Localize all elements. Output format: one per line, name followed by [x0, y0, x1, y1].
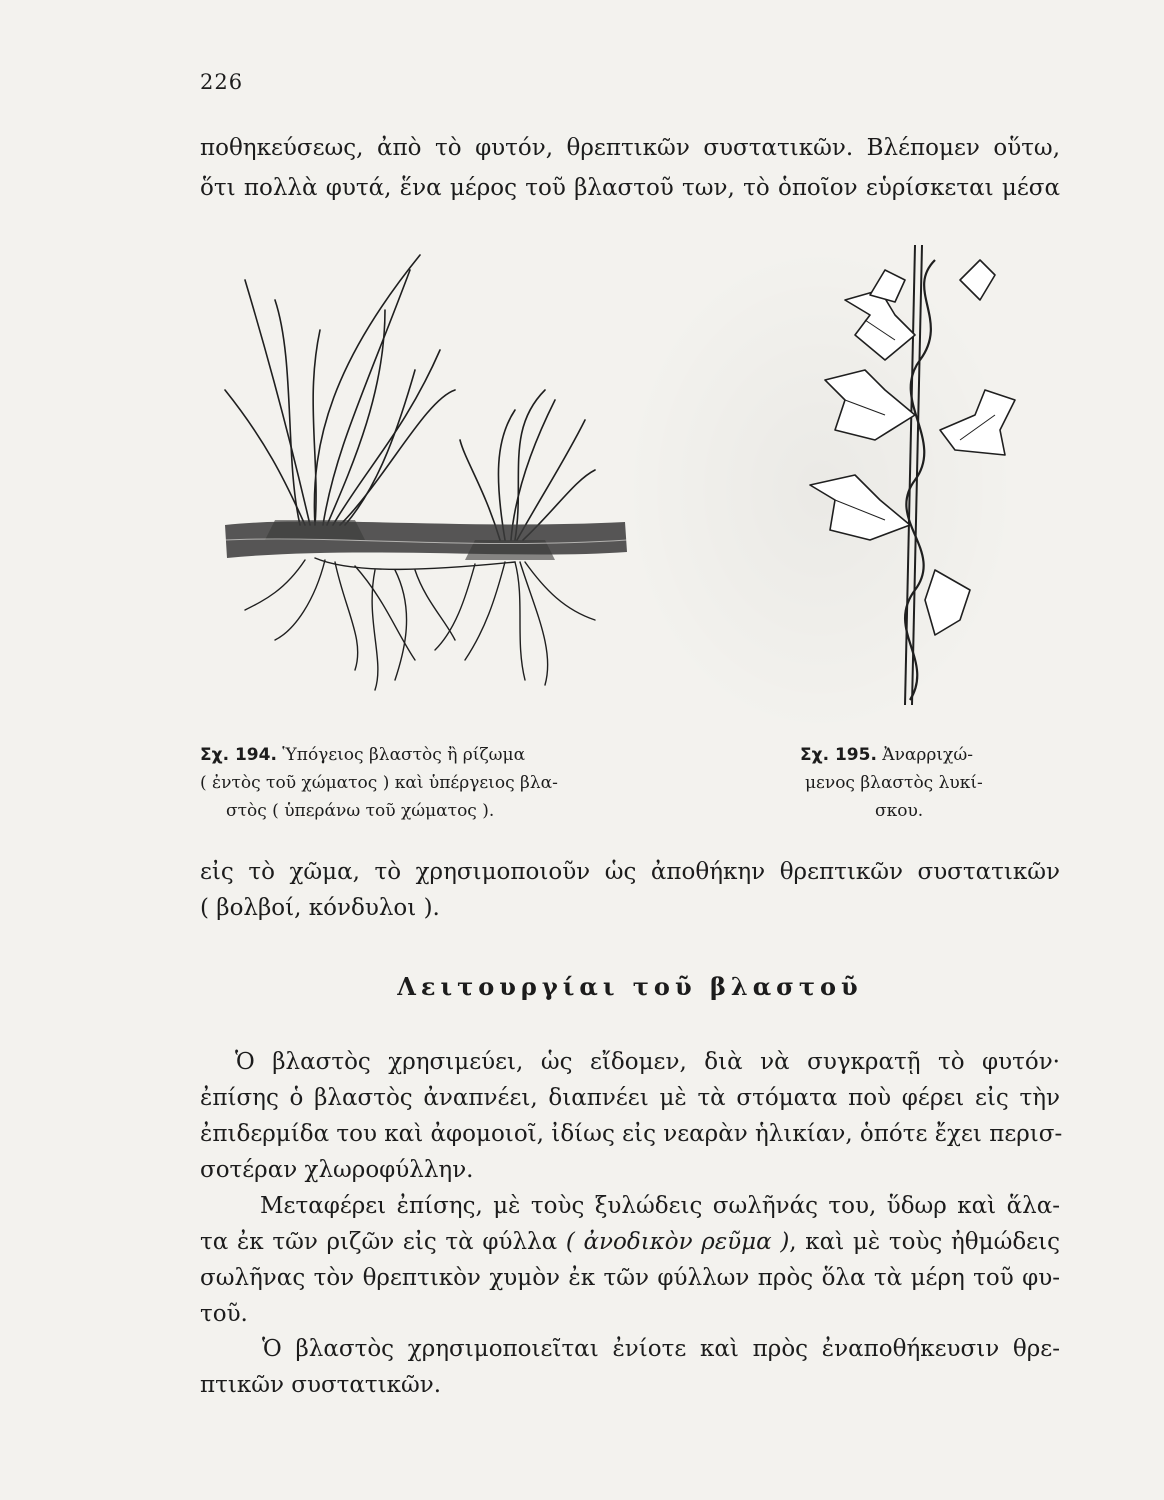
page-number: 226	[200, 70, 244, 94]
figure-195-caption-text: Ἀναρριχώ-	[876, 745, 973, 765]
figure-194-caption-text: Ὑπόγειος βλαστὸς ἢ ρίζωμα	[276, 745, 526, 765]
figure-194-caption-line-3: στὸς ( ὑπεράνω τοῦ χώματος ).	[226, 801, 495, 821]
para2-line-2-start: τα ἐκ τῶν ριζῶν εἰς τὰ φύλλα	[200, 1229, 566, 1255]
para2-line-2	[200, 1226, 1060, 1258]
figure-195-caption-line-1	[800, 743, 973, 767]
para1-line-3: ἐπιδερμίδα του καὶ ἀφομοιοῖ, ἰδίως εἰς νεαρὰν ἡλικίαν, ὁπότε ἔχει περισ-	[200, 1121, 1063, 1147]
intro-line-1: ποθηκεύσεως, ἀπὸ τὸ φυτόν, θρεπτικῶν συστατικῶν. Βλέπομεν οὕτω,	[200, 135, 1060, 161]
para3-line-1: Ὁ βλαστὸς χρησιμοποιεῖται ἐνίοτε καὶ πρὸς ἐναποθήκευσιν θρε-	[262, 1336, 1060, 1362]
section-heading: Λειτουργίαι τοῦ βλαστοῦ	[397, 972, 863, 1001]
figure-194-rhizome-drawing	[215, 240, 635, 720]
para1-line-4: σοτέραν χλωροφύλλην.	[200, 1157, 474, 1183]
figure-194-caption-line-2: ( ἐντὸς τοῦ χώματος ) καὶ ὑπέργειος βλα-	[200, 773, 558, 793]
ascending-sap-term: ( ἀνοδικὸν ρεῦμα )	[565, 1229, 790, 1255]
figure-195-caption-line-3: σκου.	[875, 801, 924, 821]
figure-194-caption-line-1	[200, 743, 525, 767]
para3-line-2: πτικῶν συστατικῶν.	[200, 1372, 442, 1398]
para2-line-2-end: , καὶ μὲ τοὺς ἠθμώδεις	[789, 1229, 1060, 1255]
para2-line-4: τοῦ.	[200, 1301, 248, 1327]
figure-195-climbing-stem-drawing	[775, 240, 1025, 710]
para2-line-1: Μεταφέρει ἐπίσης, μὲ τοὺς ξυλώδεις σωλῆνάς του, ὕδωρ καὶ ἅλα-	[260, 1193, 1060, 1219]
figure-195-label: Σχ. 195.	[800, 745, 877, 765]
figure-194-label: Σχ. 194.	[200, 745, 277, 765]
after-figure-line-1: εἰς τὸ χῶμα, τὸ χρησιμοποιοῦν ὡς ἀποθήκην θρεπτικῶν συστατικῶν	[200, 859, 1060, 885]
para1-line-2: ἐπίσης ὁ βλαστὸς ἀναπνέει, διαπνέει μὲ τὰ στόματα ποὺ φέρει εἰς τὴν	[200, 1085, 1060, 1111]
after-figure-line-2: ( βολβοί, κόνδυλοι ).	[200, 895, 440, 921]
para2-line-3: σωλῆνας τὸν θρεπτικὸν χυμὸν ἐκ τῶν φύλλων πρὸς ὅλα τὰ μέρη τοῦ φυ-	[200, 1265, 1060, 1291]
intro-line-2: ὅτι πολλὰ φυτά, ἕνα μέρος τοῦ βλαστοῦ των, τὸ ὁποῖον εὑρίσκεται μέσα	[200, 175, 1060, 201]
para1-line-1: Ὁ βλαστὸς χρησιμεύει, ὡς εἴδομεν, διὰ νὰ συγκρατῇ τὸ φυτόν·	[235, 1049, 1060, 1075]
figure-195-caption-line-2: μενος βλαστὸς λυκί-	[805, 773, 983, 793]
